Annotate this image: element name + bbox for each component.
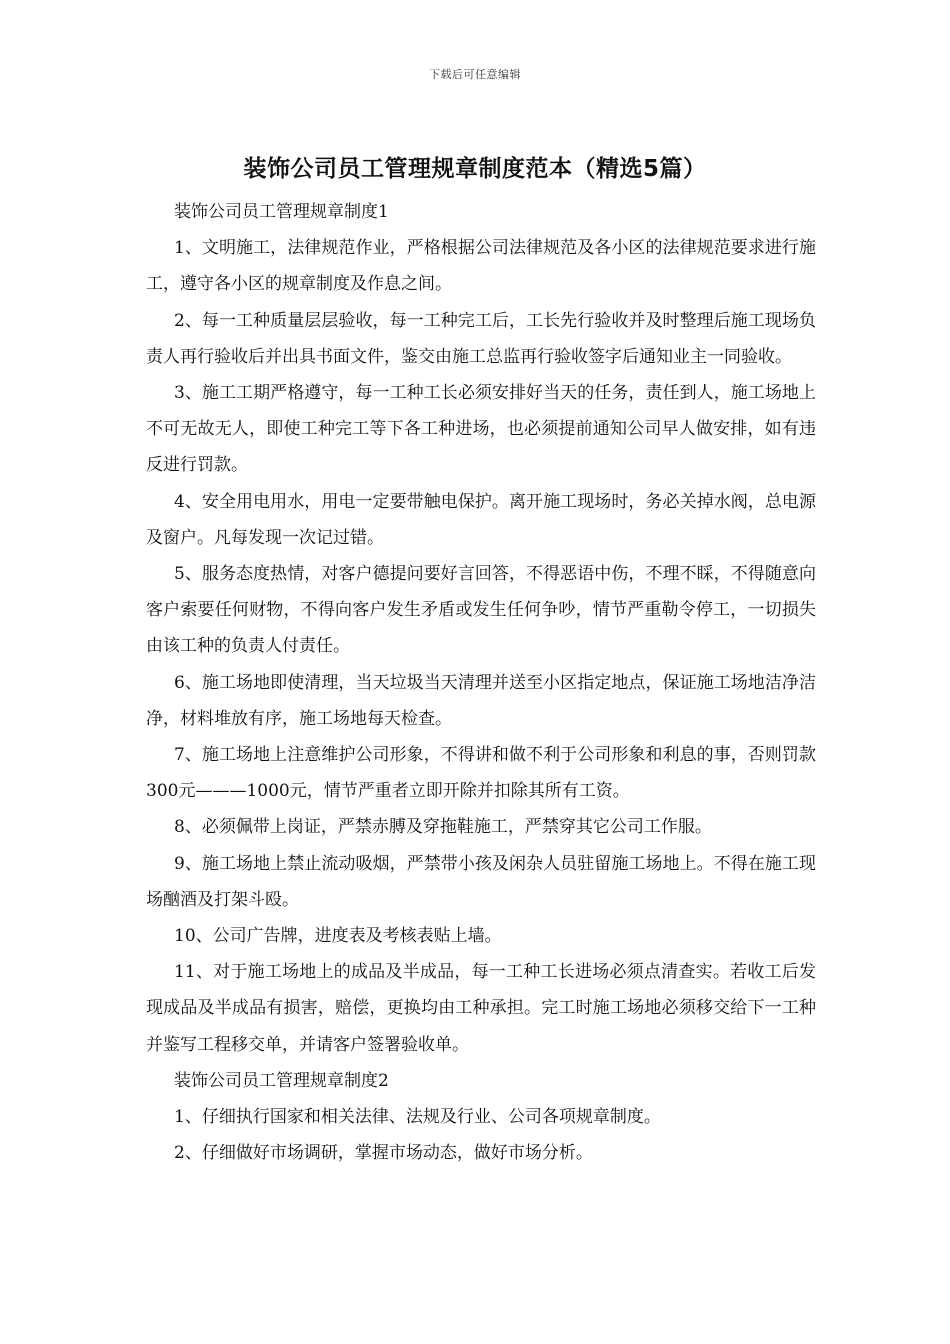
rule-paragraph: 2、仔细做好市场调研，掌握市场动态，做好市场分析。 xyxy=(174,1143,593,1164)
rule-paragraph: 9、施工场地上禁止流动吸烟，严禁带小孩及闲杂人员驻留施工场地上。不得在施工现场酗酒及打架斗殴。 xyxy=(146,853,816,910)
rule-paragraph: 8、必须佩带上岗证，严禁赤膊及穿拖鞋施工，严禁穿其它公司工作服。 xyxy=(174,817,712,838)
section-heading: 装饰公司员工管理规章制度1 xyxy=(174,202,389,222)
section-heading: 装饰公司员工管理规章制度2 xyxy=(174,1070,389,1091)
rule-paragraph: 1、仔细执行国家和相关法律、法规及行业、公司各项规章制度。 xyxy=(174,1107,661,1128)
document-body xyxy=(146,194,816,1171)
rule-paragraph: 4、安全用电用水，用电一定要带触电保护。离开施工现场时，务必关掉水阀，总电源及窗户。凡每发现一次记过错。 xyxy=(146,491,816,548)
rule-paragraph: 10、公司广告牌，进度表及考核表贴上墙。 xyxy=(174,926,502,947)
header-note: 下载后可任意编辑 xyxy=(429,68,521,81)
rule-paragraph: 1、文明施工，法律规范作业，严格根据公司法律规范及各小区的法律规范要求进行施工，遵守各小区的规章制度及作息之间。 xyxy=(146,238,816,295)
rule-paragraph: 7、施工场地上注意维护公司形象，不得讲和做不利于公司形象和利息的事，否则罚款300元———1000元，情节严重者立即开除并扣除其所有工资。 xyxy=(146,745,816,802)
rule-paragraph: 11、对于施工场地上的成品及半成品，每一工种工长进场必须点清查实。若收工后发现成品及半成品有损害，赔偿，更换均由工种承担。完工时施工场地必须移交给下一工种并鉴写工程移交单，并请客户签署验收单。 xyxy=(146,962,816,1055)
document-title: 装饰公司员工管理规章制度范本（精选5篇） xyxy=(243,156,707,182)
rule-paragraph: 5、服务态度热情，对客户德提问要好言回答，不得恶语中伤，不理不睬，不得随意向客户索要任何财物，不得向客户发生矛盾或发生任何争吵，情节严重勒令停工，一切损失由该工种的负责人付责任。 xyxy=(146,564,816,657)
rule-paragraph: 2、每一工种质量层层验收，每一工种完工后，工长先行验收并及时整理后施工现场负责人再行验收后并出具书面文件，鉴交由施工总监再行验收签字后通知业主一同验收。 xyxy=(146,310,816,367)
rule-paragraph: 3、施工工期严格遵守，每一工种工长必须安排好当天的任务，责任到人，施工场地上不可无故无人，即使工种完工等下各工种进场，也必须提前通知公司早人做安排，如有违反进行罚款。 xyxy=(146,383,816,476)
rule-paragraph: 6、施工场地即使清理，当天垃圾当天清理并送至小区指定地点，保证施工场地洁净洁净，材料堆放有序，施工场地每天检查。 xyxy=(146,672,816,729)
